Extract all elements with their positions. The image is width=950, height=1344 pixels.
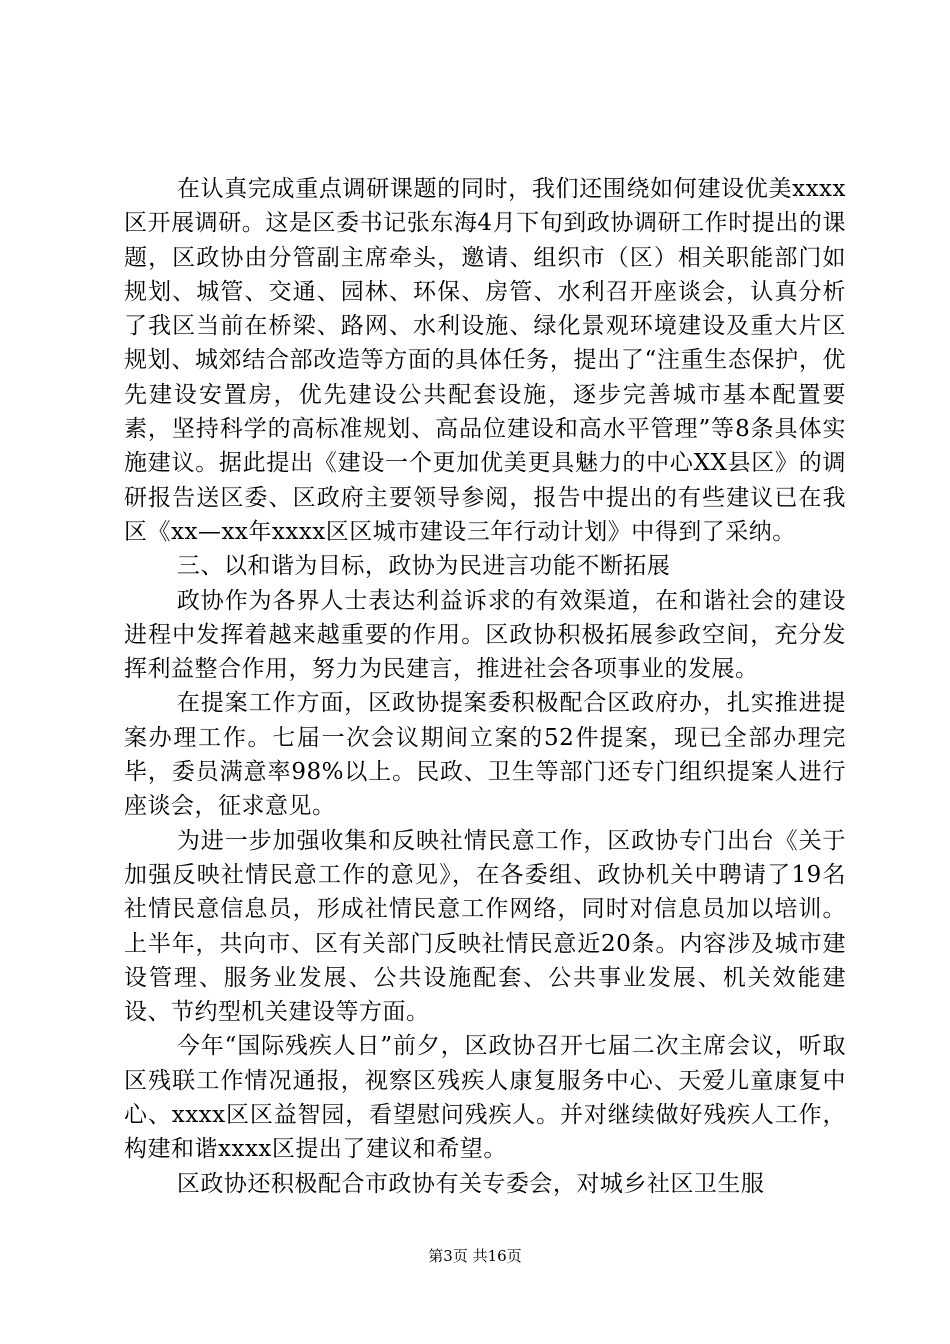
paragraph-public-opinion: 为进一步加强收集和反映社情民意工作，区政协专门出台《关于加强反映社情民意工作的意见》，在各委组、政协机关中聘请了19名社情民意信息员，形成社情民意工作网络，同时对信息员加以培训。上半年，共向市、区有关部门反映社情民意近20条。内容涉及城市建设管理、服务业发展、公共设施配套、公共事业发展、机关效能建设、节约型机关建设等方面。 [124, 827, 846, 1026]
section-heading-three: 三、以和谐为目标，政协为民进言功能不断拓展 [176, 553, 671, 580]
paragraph-disability-day: 今年“国际残疾人日”前夕，区政协召开七届二次主席会议，听取区残联工作情况通报，视察区残疾人康复服务中心、天爱儿童康复中心、xxxx区区益智园，看望慰问残疾人。并对继续做好残疾人工作，构建和谐xxxx区提出了建议和希望。 [124, 1033, 846, 1163]
paragraph-proposal-work: 在提案工作方面，区政协提案委积极配合区政府办，扎实推进提案办理工作。七届一次会议期间立案的52件提案，现已全部办理完毕，委员满意率98%以上。民政、卫生等部门还专门组织提案人进行座谈会，征求意见。 [124, 690, 846, 820]
paragraph-research-survey: 在认真完成重点调研课题的同时，我们还围绕如何建设优美xxxx区开展调研。这是区委书记张东海4月下旬到政协调研工作时提出的课题，区政协由分管副主席牵头，邀请、组织市（区）相关职能部门如规划、城管、交通、园林、环保、房管、水利召开座谈会，认真分析了我区当前在桥梁、路网、水利设施、绿化景观环境建设及重大片区规划、城郊结合部改造等方面的具体任务，提出了“注重生态保护，优先建设安置房，优先建设公共配套设施，逐步完善城市基本配置要素，坚持科学的高标准规划、高品位建设和高水平管理”等8条具体实施建议。据此提出《建设一个更加优美更具魅力的中心XX县区》的调研报告送区委、区政府主要领导参阅，报告中提出的有些建议已在我区《xx—xx年xxxx区区城市建设三年行动计划》中得到了采纳。 [124, 176, 846, 545]
paragraph-community-health: 区政协还积极配合市政协有关专委会，对城乡社区卫生服 [176, 1170, 765, 1197]
document-body [124, 172, 846, 1201]
paragraph-cppcc-channel: 政协作为各界人士表达利益诉求的有效渠道，在和谐社会的建设进程中发挥着越来越重要的作用。区政协积极拓展参政空间，充分发挥利益整合作用，努力为民建言，推进社会各项事业的发展。 [124, 587, 846, 683]
page-number-footer: 第3页 共16页 [428, 1247, 522, 1265]
